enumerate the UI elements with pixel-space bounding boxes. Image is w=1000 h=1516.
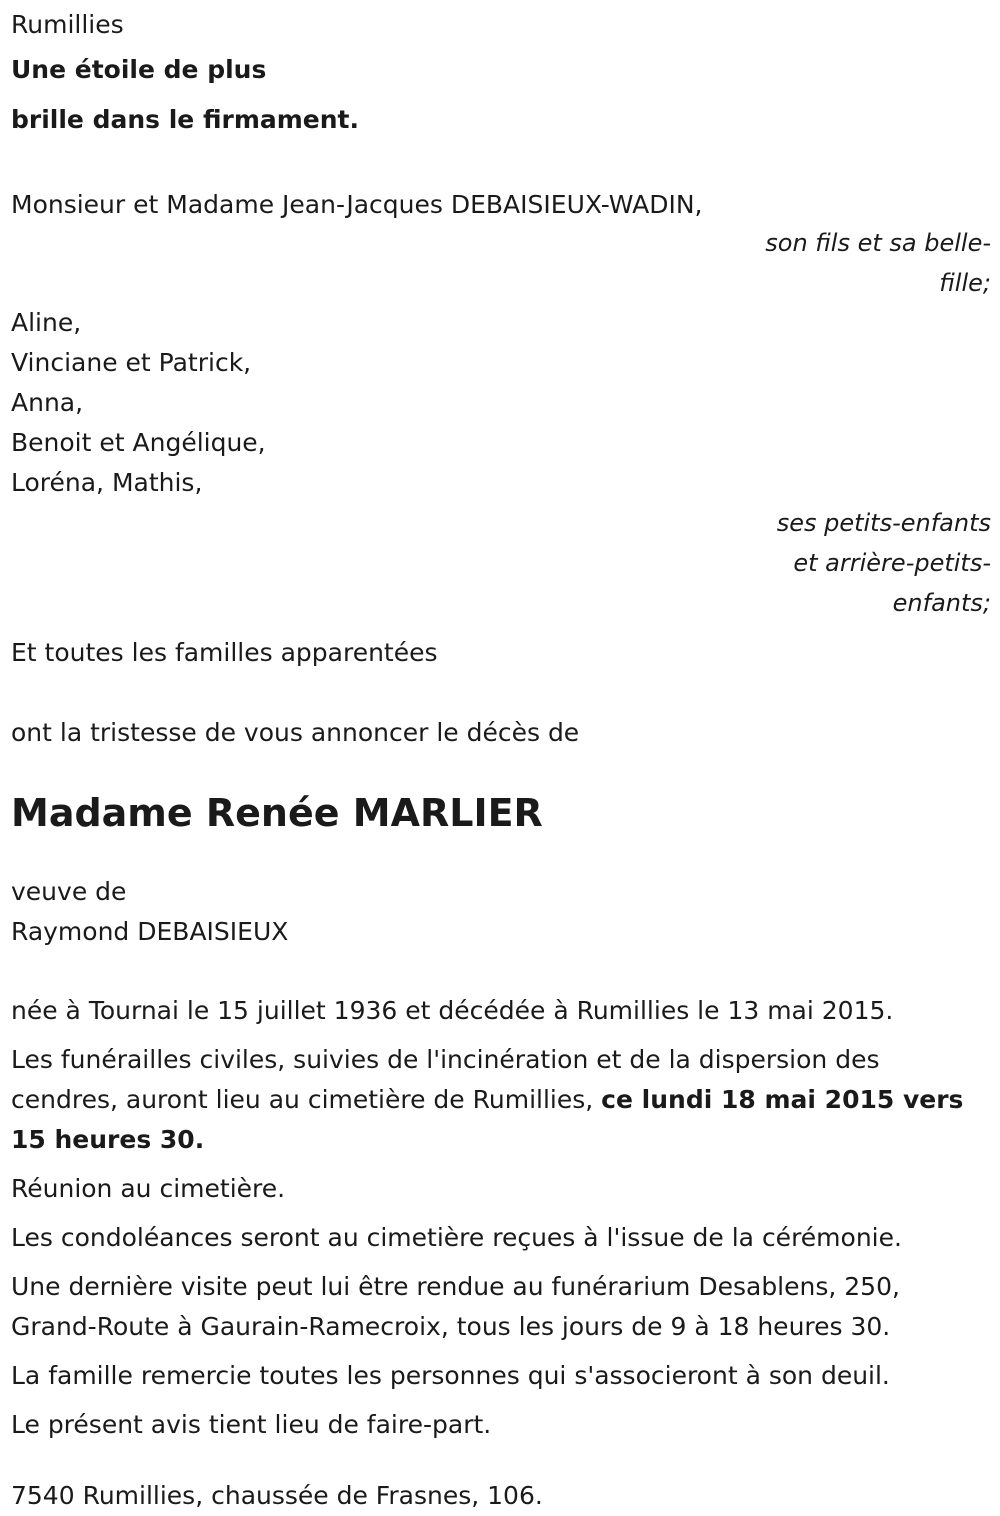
grandchild-entry: Loréna, Mathis, — [11, 468, 203, 497]
grandchild-entry: Vinciane et Patrick, — [11, 348, 252, 377]
grandchildren-role: ses petits-enfants et arrière-petits-enfants; — [776, 509, 991, 617]
town: Rumillies — [11, 10, 124, 39]
grandchildren-list — [11, 303, 991, 503]
meeting-line: Réunion au cimetière. — [11, 1174, 286, 1203]
families-line: Et toutes les familles apparentées — [11, 638, 438, 667]
grandchild-entry: Anna, — [11, 388, 84, 417]
announcement-line: ont la tristesse de vous annoncer le décès de — [11, 718, 580, 747]
grandchild-entry: Benoit et Angélique, — [11, 428, 266, 457]
deceased-name: Madame Renée MARLIER — [11, 791, 543, 835]
grandchild-entry: Aline, — [11, 308, 82, 337]
funeral-text: Les funérailles civiles, suivies de l'incinération et de la dispersion des cendres, auront lieu au cimetière de Rumillies, — [11, 1045, 880, 1114]
notice-line: Le présent avis tient lieu de faire-part. — [11, 1410, 492, 1439]
son-role: son fils et sa belle-fille; — [765, 229, 991, 297]
widow-of-label: veuve de — [11, 877, 127, 906]
funeral-paragraph — [11, 1040, 986, 1160]
spouse-name: Raymond DEBAISIEUX — [11, 917, 289, 946]
visit-paragraph: Une dernière visite peut lui être rendue au funérarium Desablens, 250, Grand-Route à Gaurain-Ramecroix, tous les jours de 9 à 18 heures 30. — [11, 1272, 900, 1341]
thanks-line: La famille remercie toutes les personnes qui s'associeront à son deuil. — [11, 1361, 890, 1390]
birth-death-line: née à Tournai le 15 juillet 1936 et décédée à Rumillies le 13 mai 2015. — [11, 996, 894, 1025]
obituary-notice — [11, 0, 991, 1516]
address-line: 7540 Rumillies, chaussée de Frasnes, 106. — [11, 1481, 543, 1510]
verse-line-2: brille dans le firmament. — [11, 105, 359, 134]
verse-line-1: Une étoile de plus — [11, 55, 267, 84]
son-name: Monsieur et Madame Jean-Jacques DEBAISIEUX-WADIN, — [11, 190, 703, 219]
funeral-date: ce lundi 18 mai 2015 vers 15 heures 30. — [11, 1085, 964, 1154]
condolences-line: Les condoléances seront au cimetière reçues à l'issue de la cérémonie. — [11, 1223, 902, 1252]
